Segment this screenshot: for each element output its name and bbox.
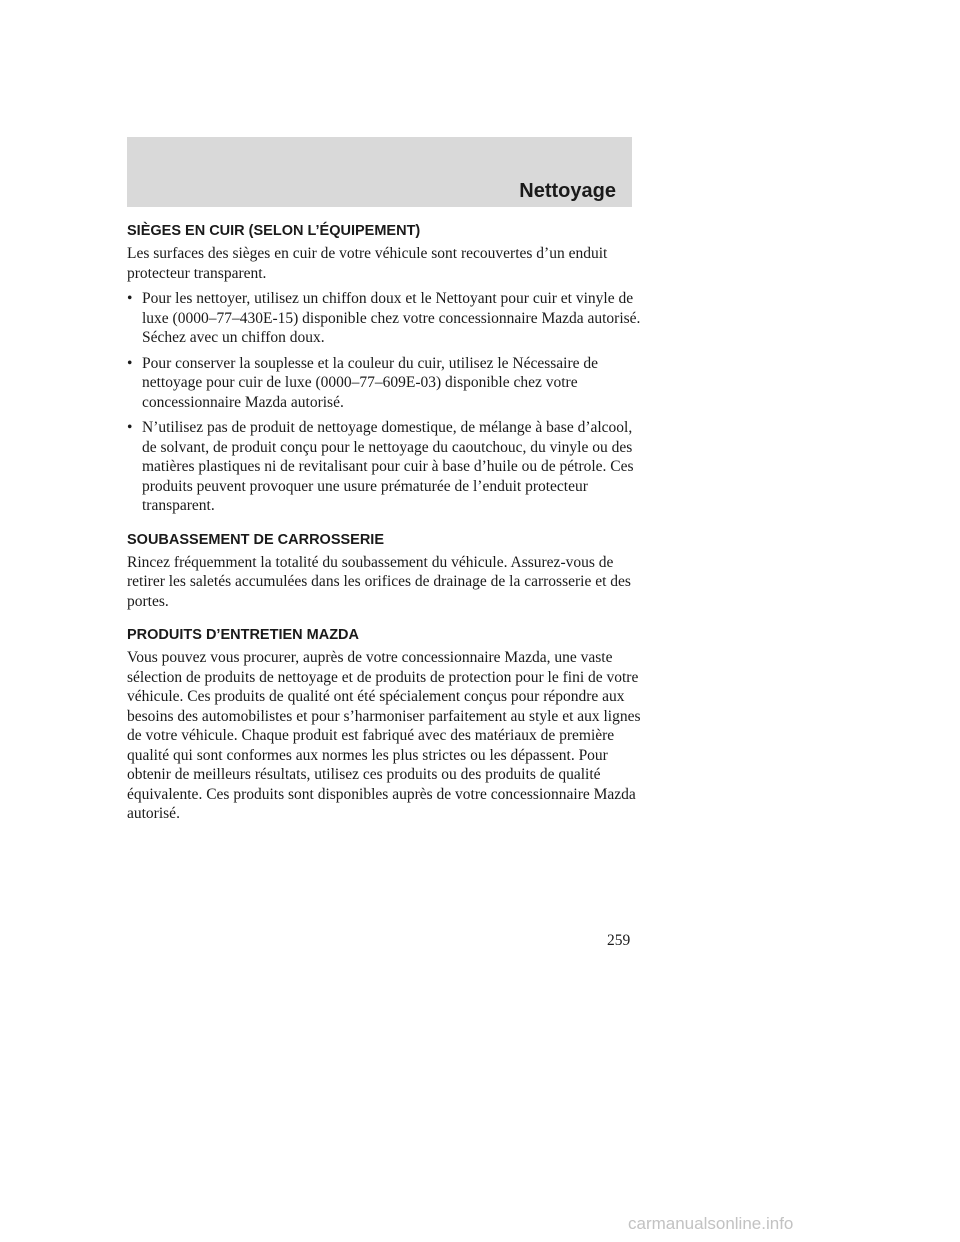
list-item <box>127 354 647 413</box>
list-item <box>127 418 647 516</box>
bullet-symbol: • <box>127 419 133 436</box>
bullet-symbol: • <box>127 290 133 307</box>
list-item <box>127 289 647 348</box>
page-number: 259 <box>607 932 631 949</box>
list-item-text: Pour les nettoyer, utilisez un chiffon doux et le Nettoyant pour cuir et vinyle de luxe (0000–77–430E-15) disponible chez votre concessionnaire Mazda autorisé. Séchez avec un chiffon doux. <box>142 290 641 346</box>
section-heading-mazda-products: PRODUITS D’ENTRETIEN MAZDA <box>127 627 359 643</box>
section-heading-leather-seats: SIÈGES EN CUIR (SELON L’ÉQUIPEMENT) <box>127 223 421 239</box>
watermark-text: carmanualsonline.info <box>628 1214 794 1233</box>
bullet-symbol: • <box>127 354 133 372</box>
chapter-title: Nettoyage <box>519 180 616 202</box>
page-content <box>127 222 647 830</box>
section-body-underbody: Rincez fréquemment la totalité du soubassement du véhicule. Assurez-vous de retirer les saletés accumulées dans les orifices de drainage de la carrosserie et des portes. <box>127 553 631 610</box>
list-item-text: N’utilisez pas de produit de nettoyage domestique, de mélange à base d’alcool, de solvant, de produit conçu pour le nettoyage du caoutchouc, du vinyle ou des matières plastiques ni de revitalisant pour cuir à base d’huile ou de pétrole. Ces produits peuvent provoquer une usure prématurée de l’enduit protecteur transparent. <box>142 419 634 514</box>
section-heading-underbody: SOUBASSEMENT DE CARROSSERIE <box>127 531 385 548</box>
list-item-text: Pour conserver la souplesse et la couleur du cuir, utilisez le Nécessaire de nettoyage pour cuir de luxe (0000–77–609E-03) disponible chez votre concessionnaire Mazda autorisé. <box>142 354 599 411</box>
section-body-mazda-products: Vous pouvez vous procurer, auprès de votre concessionnaire Mazda, une vaste sélection de produits de nettoyage et de produits de protection pour le fini de votre véhicule. Ces produits de qualité ont été spécialement conçus pour répondre aux besoins des automobilistes et pour s’harmoniser parfaitement au style et aux lignes de votre véhicule. Chaque produit est fabriqué avec des matériaux de première qualité qui sont conformes aux normes les plus strictes ou les dépassent. Pour obtenir de meilleurs résultats, utilisez ces produits ou des produits de qualité équivalente. Ces produits sont disponibles auprès de votre concessionnaire Mazda autorisé. <box>127 649 641 822</box>
section-intro-leather-seats: Les surfaces des sièges en cuir de votre véhicule sont recouvertes d’un enduit protecteur transparent. <box>127 245 608 282</box>
chapter-header <box>127 137 632 207</box>
leather-seats-list <box>127 289 647 516</box>
